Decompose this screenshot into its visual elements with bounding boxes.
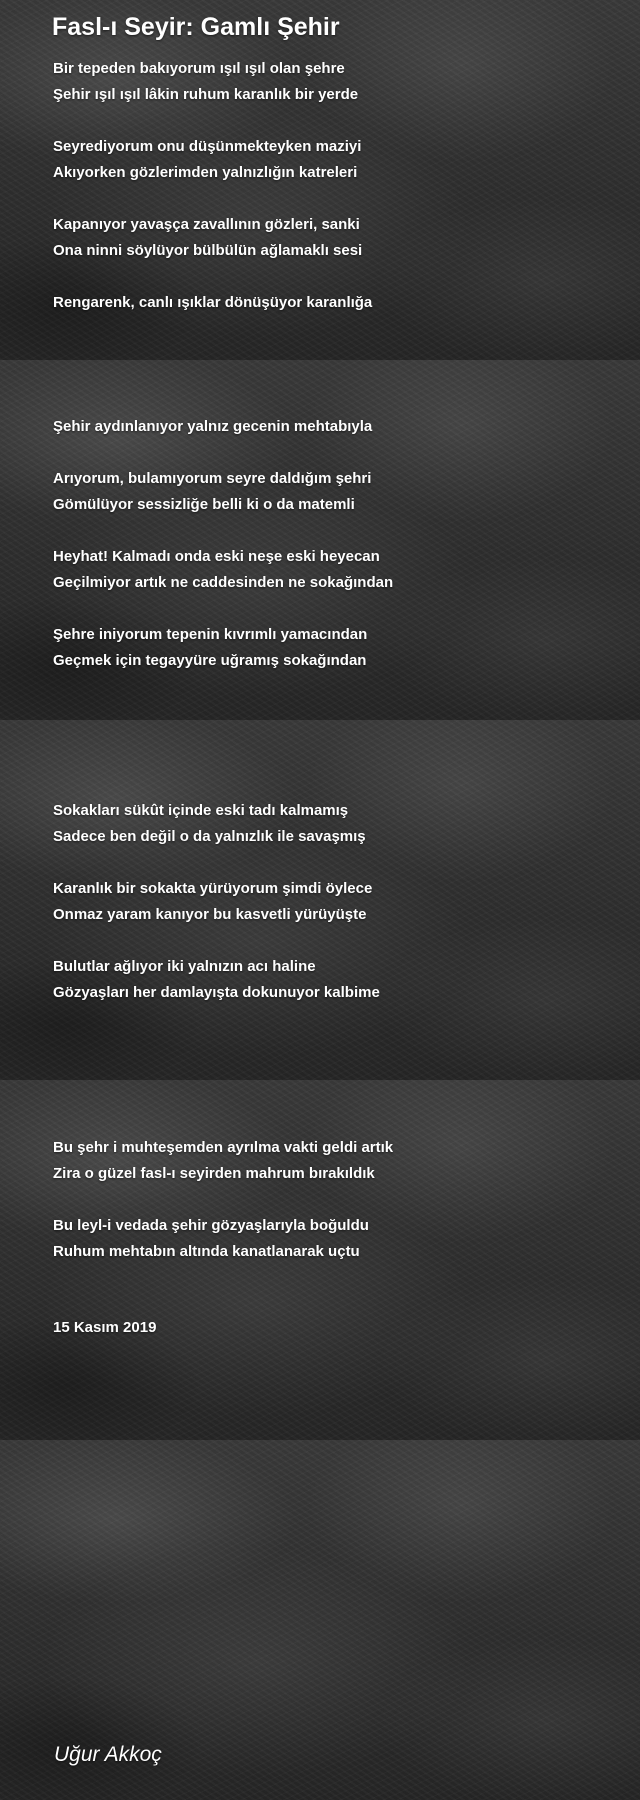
- poem-line: Kapanıyor yavaşça zavallının gözleri, sanki: [53, 216, 360, 233]
- poem-line: Gömülüyor sessizliğe belli ki o da matemli: [53, 496, 355, 513]
- poem-line: Karanlık bir sokakta yürüyorum şimdi öylece: [53, 880, 373, 897]
- stanza: [53, 290, 613, 316]
- poem-line: Bu şehr i muhteşemden ayrılma vakti geldi artık: [53, 1139, 394, 1156]
- poem-line: Sokakları sükût içinde eski tadı kalmamış: [53, 802, 349, 819]
- stanza: [53, 544, 613, 596]
- stanza-group-3: [53, 798, 613, 1032]
- stanza-group-4: [53, 1135, 613, 1341]
- poem-panel-4: [0, 1080, 640, 1440]
- poem-panel-2: [0, 360, 640, 720]
- poem-line: Akıyorken gözlerimden yalnızlığın katreleri: [53, 164, 358, 181]
- stanza: [53, 1135, 613, 1187]
- stanza: [53, 56, 613, 108]
- poem-line: Bulutlar ağlıyor iki yalnızın acı haline: [53, 958, 316, 975]
- stanza: [53, 876, 613, 928]
- stanza: [53, 622, 613, 674]
- stanza-group-1: [53, 56, 613, 342]
- stanza: [53, 1213, 613, 1265]
- poem-date: 15 Kasım 2019: [53, 1319, 157, 1336]
- poem-line: Gözyaşları her damlayışta dokunuyor kalbime: [53, 984, 380, 1001]
- poem-line: Seyrediyorum onu düşünmekteyken maziyi: [53, 138, 362, 155]
- stanza: [53, 798, 613, 850]
- stanza: [53, 134, 613, 186]
- stanza: [53, 212, 613, 264]
- poem-line: Şehre iniyorum tepenin kıvrımlı yamacından: [53, 626, 368, 643]
- stanza: [53, 466, 613, 518]
- poem-line: Sadece ben değil o da yalnızlık ile savaşmış: [53, 828, 366, 845]
- poem-line: Geçmek için tegayyüre uğramış sokağından: [53, 652, 367, 669]
- stanza-group-2: [53, 414, 613, 700]
- poem-line: Rengarenk, canlı ışıklar dönüşüyor karanlığa: [53, 294, 373, 311]
- author-name: Uğur Akkoç: [54, 1743, 162, 1766]
- poem-line: Geçilmiyor artık ne caddesinden ne sokağından: [53, 574, 394, 591]
- poem-title: Fasl-ı Seyir: Gamlı Şehir: [52, 13, 340, 41]
- poem-line: Zira o güzel fasl-ı seyirden mahrum bırakıldık: [53, 1165, 375, 1182]
- poem-panel-1: [0, 0, 640, 360]
- poem-line: Ona ninni söylüyor bülbülün ağlamaklı sesi: [53, 242, 363, 259]
- stanza: [53, 414, 613, 440]
- poem-panel-3: [0, 720, 640, 1080]
- poem-panel-5: [0, 1440, 640, 1800]
- poem-line: Onmaz yaram kanıyor bu kasvetli yürüyüşte: [53, 906, 367, 923]
- poem-line: Bu leyl-i vedada şehir gözyaşlarıyla boğuldu: [53, 1217, 369, 1234]
- poem-line: Heyhat! Kalmadı onda eski neşe eski heyecan: [53, 548, 380, 565]
- poem-line: Bir tepeden bakıyorum ışıl ışıl olan şehre: [53, 60, 345, 77]
- stanza: [53, 954, 613, 1006]
- poem-line: Şehir ışıl ışıl lâkin ruhum karanlık bir yerde: [53, 86, 359, 103]
- poem-line: Şehir aydınlanıyor yalnız gecenin mehtabıyla: [53, 418, 373, 435]
- poem-line: Arıyorum, bulamıyorum seyre daldığım şehri: [53, 470, 372, 487]
- poem-line: Ruhum mehtabın altında kanatlanarak uçtu: [53, 1243, 360, 1260]
